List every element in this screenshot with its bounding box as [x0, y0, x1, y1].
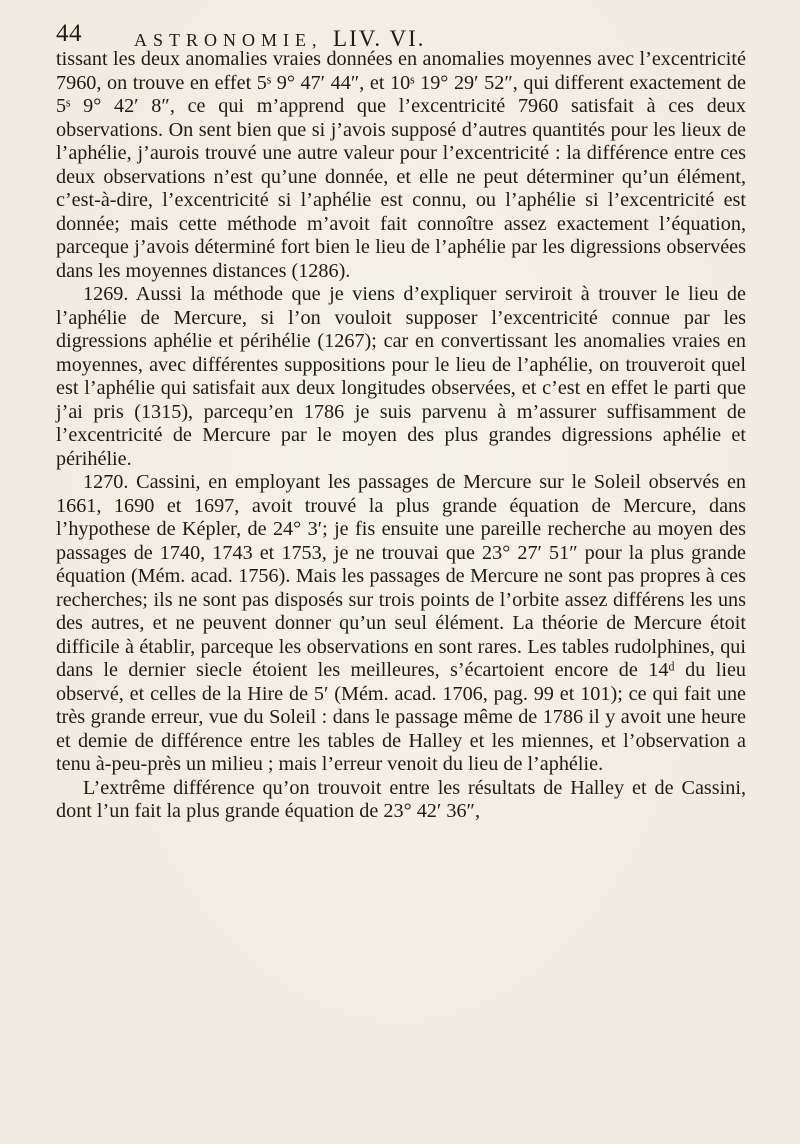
paragraph-final: L’extrême différence qu’on trouvoit entre les résultats de Halley et de Cassini, dont l’un fait la plus grande équation de 23° 42′ 36″,: [56, 776, 746, 822]
paragraph-continuation: tissant les deux anomalies vraies données en anomalies moyennes avec l’excentricité 7960, on trouve en effet 5ˢ 9° 47′ 44″, et 10ˢ 19° 29′ 52″, qui different exactement de 5ˢ 9° 42′ 8″, ce qui m’apprend que l’excentricité 7960 satisfait à ces deux observations. On sent bien que si j’avois supposé d’autres quantités pour les lieux de l’aphélie, j’aurois trouvé une autre valeur pour l’excentricité : la différence entre ces deux observations n’est qu’une donnée, et elle ne peut déterminer qu’un élément, c’est-à-dire, l’excentricité si l’aphélie est connu, ou l’aphélie si l’excentricité est donnée; mais cette méthode m’avoit fait connoître assez exactement l’équation, parceque j’avois déterminé fort bien le lieu de l’aphélie par les digressions observées dans les moyennes distances (1286).: [56, 48, 746, 282]
paragraph-1269: 1269. Aussi la méthode que je viens d’expliquer serviroit à trouver le lieu de l’aphélie de Mercure, si l’on vouloit supposer l’excentricité connue par les digressions aphélie et périhélie (1267); car en convertissant les anomalies vraies en moyennes, avec différentes suppositions pour le lieu de l’aphélie, on trouveroit quel est l’aphélie qui satisfait aux deux longitudes observées, et c’est en effet le parti que j’ai pris (1315), parcequ’en 1786 je suis parvenu à m’assurer suffisamment de l’excentricité de Mercure par le moyen des plus grandes digressions aphélie et périhélie.: [56, 283, 746, 470]
page-number: 44: [56, 20, 82, 47]
page-mark: [56, 1099, 92, 1113]
book-number: LIV. VI.: [333, 26, 426, 51]
page-header: [56, 18, 746, 52]
running-title-text: ASTRONOMIE,: [134, 30, 323, 50]
main-text: [56, 48, 746, 824]
paragraph-1270: 1270. Cassini, en employant les passages de Mercure sur le Soleil observés en 1661, 1690 et 1697, avoit trouvé la plus grande équation de Mercure, dans l’hypothese de Képler, de 24° 3′; je fis ensuite une pareille recherche au moyen des passages de 1740, 1743 et 1753, je ne trouvai que 23° 27′ 51″ pour la plus grande équation (Mém. acad. 1756). Mais les passages de Mercure ne sont pas propres à ces recherches; ils ne sont pas disposés sur trois points de l’orbite assez différens les uns des autres, et ne peuvent donner qu’un seul élément. La théorie de Mercure étoit difficile à établir, parceque les observations en sont rares. Les tables rudolphines, qui dans le dernier siecle étoient les meilleures, s’écartoient encore de 14ᵈ du lieu observé, et celles de la Hire de 5′ (Mém. acad. 1706, pag. 99 et 101); ce qui fait une très grande erreur, vue du Soleil : dans le passage même de 1786 il y avoit une heure et demie de différence entre les tables de Halley et les miennes, et l’observation a tenu à-peu-près un milieu ; mais l’erreur venoit du lieu de l’aphélie.: [56, 471, 746, 775]
